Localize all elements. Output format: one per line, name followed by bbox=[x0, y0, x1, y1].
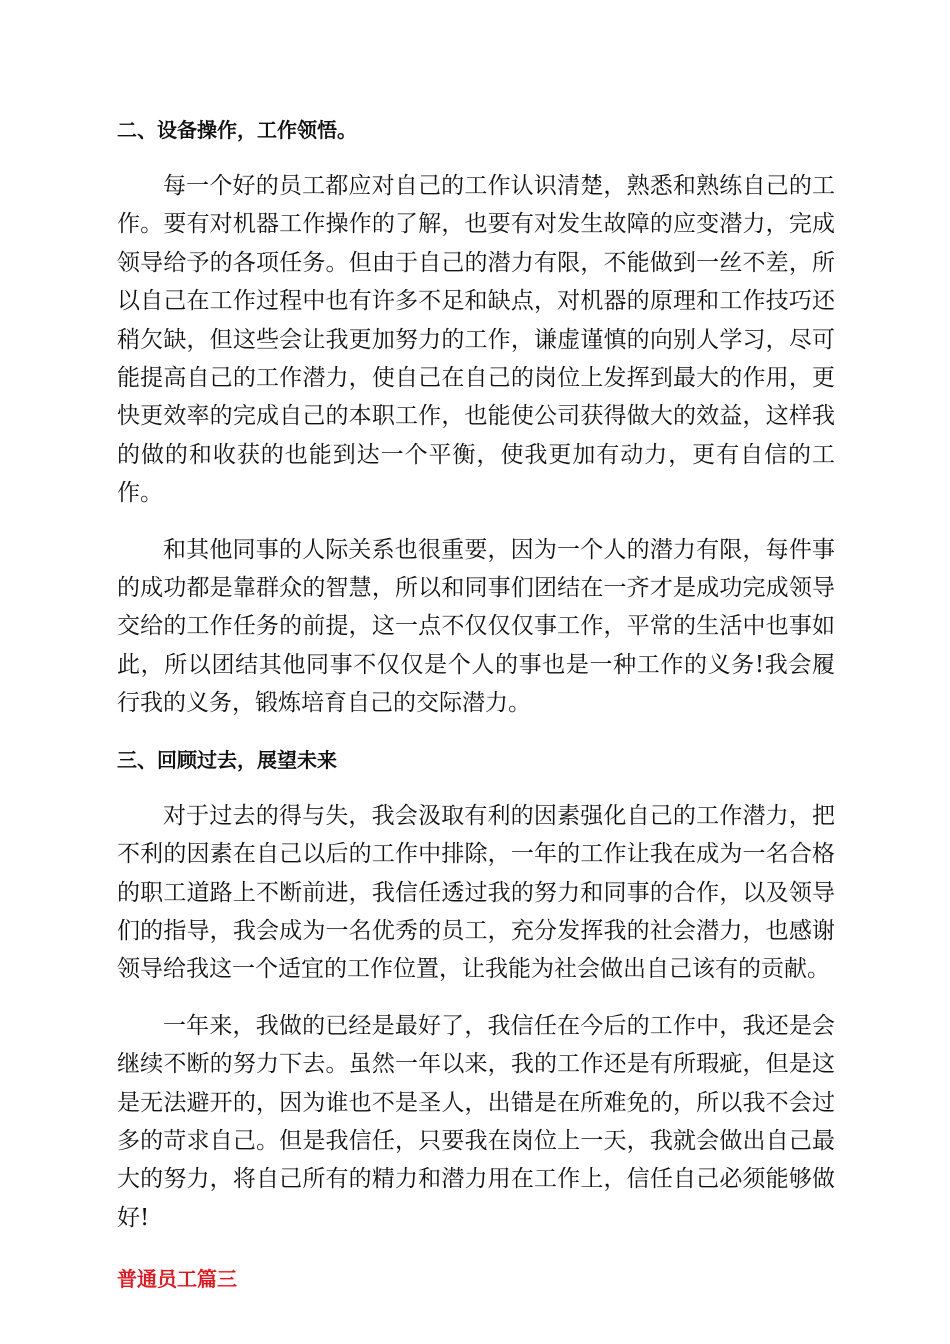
paragraph-past-review: 对于过去的得与失，我会汲取有利的因素强化自己的工作潜力，把不利的因素在自己以后的工作中排除，一年的工作让我在成为一名合格的职工道路上不断前进，我信任透过我的努力和同事的合作，以及领导们的指导，我会成为一名优秀的员工，充分发挥我的社会潜力，也感谢领导给我这一个适宜的工作位置，让我能为社会做出自己该有的贡献。 bbox=[117, 802, 835, 983]
section-heading-2: 二、设备操作，工作领悟。 bbox=[117, 118, 357, 142]
paragraph-equipment-operation: 每一个好的员工都应对自己的工作认识清楚，熟悉和熟练自己的工作。要有对机器工作操作的了解，也要有对发生故障的应变潜力，完成领导给予的各项任务。但由于自己的潜力有限，不能做到一丝不差，所以自己在工作过程中也有许多不足和缺点，对机器的原理和工作技巧还稍欠缺，但这些会让我更加努力的工作，谦虚谨慎的向别人学习，尽可能提高自己的工作潜力，使自己在自己的岗位上发挥到最大的作用，更快更效率的完成自己的本职工作，也能使公司获得做大的效益，这样我的做的和收获的也能到达一个平衡，使我更加有动力，更有自信的工作。 bbox=[117, 173, 835, 507]
section-heading-3: 三、回顾过去，展望未来 bbox=[117, 747, 337, 772]
document-body bbox=[117, 112, 835, 1297]
article-section-title: 普通员工篇三 bbox=[117, 1267, 237, 1292]
paragraph-future-outlook: 一年来，我做的已经是最好了，我信任在今后的工作中，我还是会继续不断的努力下去。虽然一年以来，我的工作还是有所瑕疵，但是这是无法避开的，因为谁也不是圣人，出错是在所难免的，所以我不会过多的苛求自己。但是我信任，只要我在岗位上一天，我就会做出自己最大的努力，将自己所有的精力和潜力用在工作上，信任自己必须能够做好! bbox=[117, 1012, 835, 1231]
paragraph-colleague-relations: 和其他同事的人际关系也很重要，因为一个人的潜力有限，每件事的成功都是靠群众的智慧，所以和同事们团结在一齐才是成功完成领导交给的工作任务的前提，这一点不仅仅仅事工作，平常的生活中也事如此，所以团结其他同事不仅仅是个人的事也是一种工作的义务!我会履行我的义务，锻炼培育自己的交际潜力。 bbox=[117, 536, 835, 717]
